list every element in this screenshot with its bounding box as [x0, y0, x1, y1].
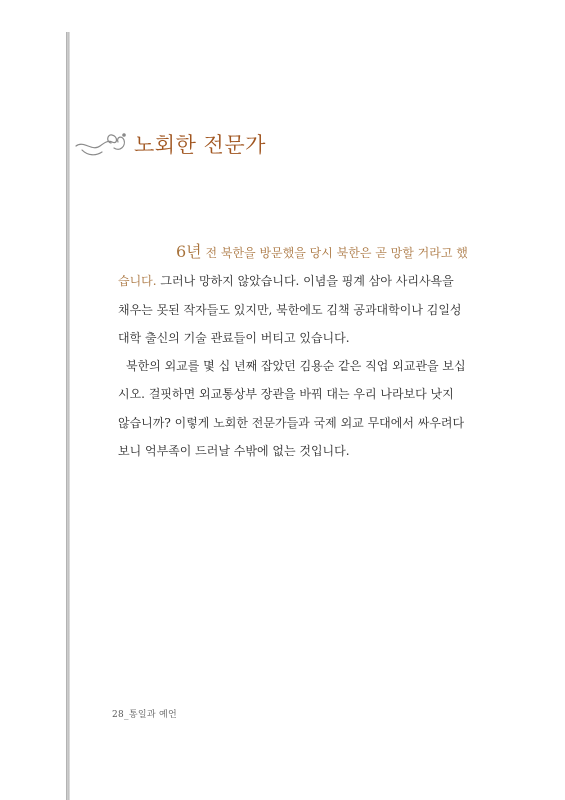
paragraph-1	[118, 238, 468, 352]
page-title: 노회한 전문가	[134, 133, 266, 157]
body-text	[118, 238, 468, 465]
page-folio: 28_통일과 예언	[112, 710, 177, 720]
lead-number: 6년	[176, 242, 202, 261]
margin-rule	[66, 32, 70, 800]
paragraph-1-rest: 그러나 망하지 않았습니다. 이념을 핑계 삼아 사리사욕을 채우는 못된 작자들도 있지만, 북한에도 김책 공과대학이나 김일성 대학 출신의 기술 관료들이 버티고 있습니다.	[118, 274, 462, 345]
lead-rest: 전 북한을 방문했을 당시 북한은 곧 망할 거라고 했습니다.	[118, 246, 468, 289]
swirl-ornament-icon	[74, 126, 132, 162]
paragraph-2: 북한의 외교를 몇 십 년째 잡았던 김용순 같은 직업 외교관을 보십시오. 걸핏하면 외교통상부 장관을 바꿔 대는 우리 나라보다 낫지 않습니까? 이렇게 노회한 전문가들과 국제 외교 무대에서 싸우려다 보니 억부족이 드러날 수밖에 없는 것입니다.	[118, 359, 466, 459]
